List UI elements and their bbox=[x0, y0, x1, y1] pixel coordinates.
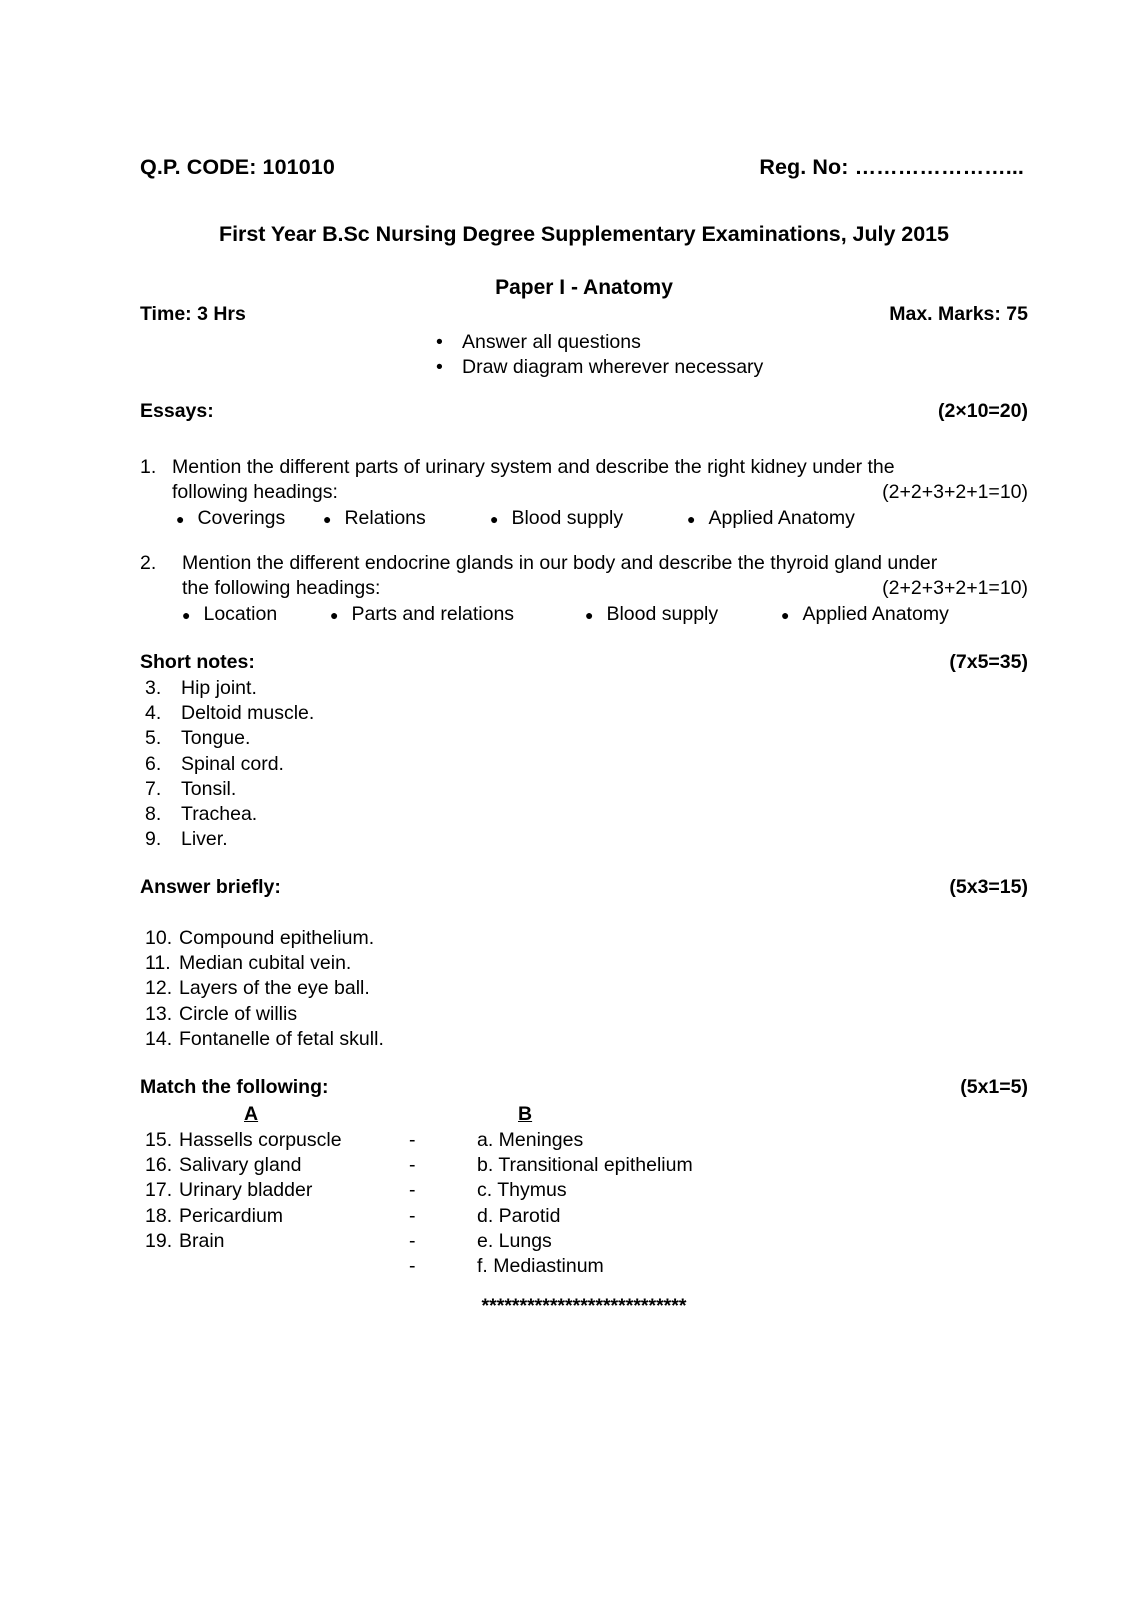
subpoint-label: Blood supply bbox=[606, 603, 719, 625]
row-dash: - bbox=[409, 1154, 416, 1177]
item-number: 5. bbox=[145, 727, 162, 750]
row-dash: - bbox=[409, 1204, 416, 1227]
instruction-text: Answer all questions bbox=[462, 331, 641, 353]
subpoint bbox=[330, 602, 585, 628]
match-rows bbox=[140, 1128, 1033, 1279]
list-item bbox=[145, 802, 1033, 827]
bullet-icon: • bbox=[436, 356, 443, 378]
question-number-spacer bbox=[140, 480, 172, 505]
instructions-block bbox=[140, 330, 1028, 380]
subpoint bbox=[182, 602, 330, 628]
section-title: Short notes: bbox=[140, 651, 255, 673]
short-notes-list bbox=[140, 676, 1033, 852]
item-number: 12. bbox=[145, 977, 173, 1000]
question-subpoints bbox=[140, 602, 1028, 628]
item-text: Tongue. bbox=[181, 727, 251, 750]
row-left-item: Pericardium bbox=[179, 1204, 284, 1227]
item-text: Fontanelle of fetal skull. bbox=[179, 1027, 384, 1050]
section-title: Answer briefly: bbox=[140, 876, 281, 898]
list-item bbox=[140, 330, 1028, 355]
section-heading-short-notes bbox=[140, 651, 1028, 674]
row-dash: - bbox=[409, 1129, 416, 1151]
item-text: Liver. bbox=[181, 828, 228, 851]
max-marks: Max. Marks: 75 bbox=[889, 303, 1028, 325]
question-marks: (2+2+3+2+1=10) bbox=[882, 577, 1028, 599]
row-number bbox=[145, 1254, 179, 1279]
item-text: Median cubital vein. bbox=[179, 952, 352, 975]
item-number: 14. bbox=[145, 1027, 173, 1050]
match-column-headers bbox=[140, 1102, 1028, 1128]
question-number-spacer bbox=[140, 576, 182, 601]
time-marks-row bbox=[140, 303, 1028, 326]
list-item bbox=[145, 676, 1033, 701]
qp-code: Q.P. CODE: 101010 bbox=[140, 155, 335, 179]
exam-title: First Year B.Sc Nursing Degree Supplementary Examinations, July 2015 bbox=[219, 222, 949, 246]
dot-bullet-icon: ● bbox=[182, 607, 191, 623]
question-subpoints bbox=[140, 506, 1028, 532]
dot-bullet-icon: ● bbox=[490, 511, 499, 527]
subpoint bbox=[585, 602, 781, 628]
subpoint bbox=[687, 506, 855, 532]
row-number: 17. bbox=[145, 1179, 173, 1202]
question-text-line1: Mention the different parts of urinary system and describe the right kidney under the bbox=[172, 456, 895, 478]
row-left-item: Brain bbox=[179, 1229, 225, 1252]
section-marks: (5x1=5) bbox=[960, 1076, 1028, 1098]
subpoint-label: Location bbox=[203, 603, 278, 625]
table-row bbox=[145, 1128, 1033, 1153]
dot-bullet-icon: ● bbox=[781, 607, 790, 623]
question-line bbox=[140, 480, 1028, 505]
row-left-item: Salivary gland bbox=[179, 1154, 302, 1177]
item-number: 7. bbox=[145, 777, 162, 800]
list-item bbox=[145, 951, 1033, 976]
instruction-text: Draw diagram wherever necessary bbox=[462, 356, 764, 378]
item-number: 13. bbox=[145, 1002, 173, 1025]
section-heading-match bbox=[140, 1076, 1028, 1099]
list-item bbox=[145, 926, 1033, 951]
essay-question-2 bbox=[140, 551, 1028, 628]
dot-bullet-icon: ● bbox=[323, 511, 332, 527]
exam-duration: Time: 3 Hrs bbox=[140, 303, 246, 325]
item-text: Hip joint. bbox=[181, 677, 257, 699]
item-number: 9. bbox=[145, 828, 162, 851]
subpoint-label: Parts and relations bbox=[351, 603, 515, 625]
dot-bullet-icon: ● bbox=[176, 511, 185, 527]
table-row bbox=[145, 1153, 1033, 1178]
section-marks: (2×10=20) bbox=[938, 400, 1028, 422]
row-right-item: c. Thymus bbox=[477, 1179, 567, 1202]
item-number: 11. bbox=[145, 952, 171, 975]
item-number: 3. bbox=[145, 677, 162, 699]
paper-title: Paper I - Anatomy bbox=[495, 276, 673, 299]
section-heading-answer-briefly bbox=[140, 876, 1028, 899]
question-line bbox=[140, 551, 1028, 576]
list-item bbox=[145, 752, 1033, 777]
subpoint bbox=[781, 602, 949, 628]
essay-question-1 bbox=[140, 455, 1028, 532]
item-number: 10. bbox=[145, 927, 173, 949]
item-text: Circle of willis bbox=[179, 1002, 298, 1025]
column-b-header: B bbox=[518, 1103, 533, 1125]
table-row bbox=[145, 1254, 1033, 1279]
row-right-item: d. Parotid bbox=[477, 1204, 561, 1227]
list-item bbox=[145, 827, 1033, 852]
section-title: Essays: bbox=[140, 400, 214, 422]
subpoint bbox=[176, 506, 323, 532]
question-line bbox=[140, 455, 1028, 480]
footer-separator: *************************** bbox=[481, 1295, 687, 1317]
question-text-line2: the following headings: bbox=[182, 577, 381, 599]
row-number: 15. bbox=[145, 1129, 173, 1151]
row-number: 19. bbox=[145, 1229, 173, 1252]
item-number: 4. bbox=[145, 702, 162, 725]
list-item bbox=[145, 777, 1033, 802]
list-item bbox=[145, 726, 1033, 751]
subpoint-label: Blood supply bbox=[511, 507, 624, 529]
subpoint-label: Applied Anatomy bbox=[802, 603, 949, 625]
row-left-item bbox=[179, 1254, 409, 1279]
section-marks: (5x3=15) bbox=[949, 876, 1028, 898]
section-heading-essays bbox=[140, 400, 1028, 423]
item-number: 8. bbox=[145, 803, 162, 826]
item-text: Spinal cord. bbox=[181, 752, 284, 775]
row-right-item: e. Lungs bbox=[477, 1229, 552, 1252]
dot-bullet-icon: ● bbox=[585, 607, 594, 623]
list-item bbox=[145, 1002, 1033, 1027]
item-text: Trachea. bbox=[181, 803, 258, 826]
item-text: Compound epithelium. bbox=[179, 927, 375, 949]
dot-bullet-icon: ● bbox=[687, 511, 696, 527]
table-row bbox=[145, 1204, 1033, 1229]
subpoint-label: Coverings bbox=[197, 507, 286, 529]
row-number: 18. bbox=[145, 1204, 173, 1227]
answer-briefly-list bbox=[140, 926, 1033, 1052]
row-left-item: Urinary bladder bbox=[179, 1179, 313, 1202]
question-text-line2: following headings: bbox=[172, 481, 338, 503]
row-right-item: f. Mediastinum bbox=[477, 1255, 604, 1278]
subpoint-label: Applied Anatomy bbox=[708, 507, 855, 529]
row-dash: - bbox=[409, 1179, 416, 1202]
section-marks: (7x5=35) bbox=[949, 651, 1028, 673]
item-number: 6. bbox=[145, 752, 162, 775]
question-line bbox=[140, 576, 1028, 601]
item-text: Deltoid muscle. bbox=[181, 702, 315, 725]
column-a-header: A bbox=[244, 1103, 259, 1125]
section-title: Match the following: bbox=[140, 1076, 329, 1098]
item-text: Tonsil. bbox=[181, 777, 237, 800]
row-dash: - bbox=[409, 1229, 416, 1252]
row-left-item: Hassells corpuscle bbox=[179, 1129, 342, 1151]
table-row bbox=[145, 1229, 1033, 1254]
row-right-item: a. Meninges bbox=[477, 1129, 584, 1151]
list-item bbox=[140, 355, 1028, 380]
subpoint bbox=[323, 506, 490, 532]
bullet-icon: • bbox=[436, 331, 443, 353]
reg-no-field: Reg. No: …………………... bbox=[759, 155, 1024, 179]
row-right-item: b. Transitional epithelium bbox=[477, 1154, 693, 1177]
subpoint bbox=[490, 506, 687, 532]
question-line2-row bbox=[182, 576, 1028, 601]
question-marks: (2+2+3+2+1=10) bbox=[882, 481, 1028, 503]
question-number: 1. bbox=[140, 456, 157, 478]
instructions-list bbox=[140, 330, 1028, 380]
header-row bbox=[140, 155, 1028, 180]
dot-bullet-icon: ● bbox=[330, 607, 339, 623]
list-item bbox=[145, 1027, 1033, 1052]
subpoint-label: Relations bbox=[344, 507, 426, 529]
question-line2-row bbox=[172, 480, 1028, 505]
row-dash: - bbox=[409, 1255, 416, 1278]
question-number: 2. bbox=[140, 552, 157, 574]
question-text-line1: Mention the different endocrine glands in our body and describe the thyroid gland under bbox=[182, 552, 938, 574]
list-item bbox=[145, 701, 1033, 726]
item-text: Layers of the eye ball. bbox=[179, 977, 370, 1000]
table-row bbox=[145, 1178, 1033, 1203]
row-number: 16. bbox=[145, 1154, 173, 1177]
list-item bbox=[145, 976, 1033, 1001]
